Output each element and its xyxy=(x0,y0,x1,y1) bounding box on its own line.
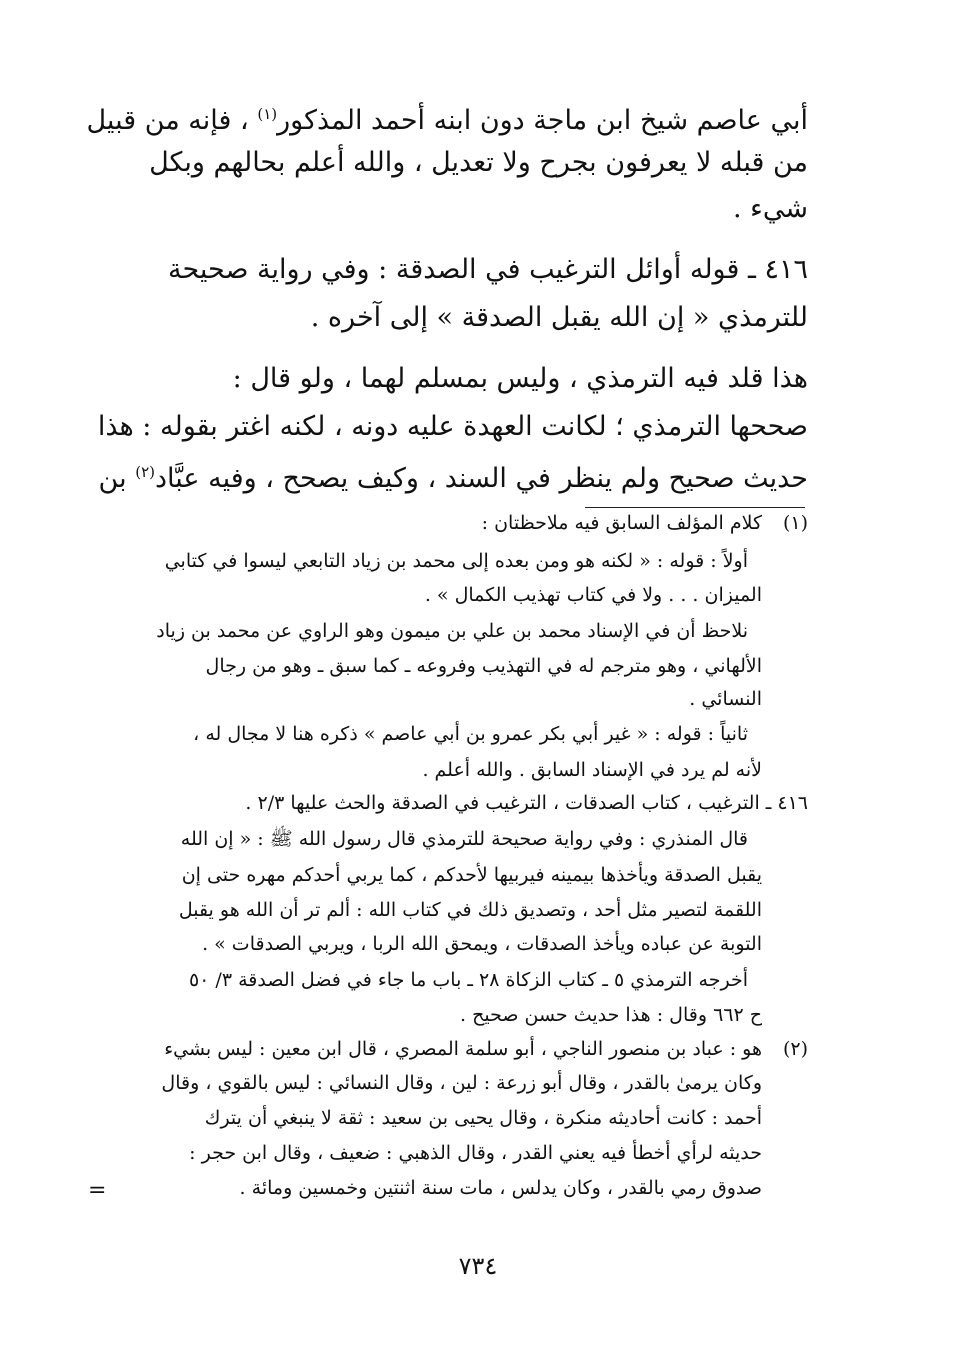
footnote-416-line-2 xyxy=(108,823,762,855)
footnote-1-line-2 xyxy=(108,545,762,577)
footnote-text: التوبة عن عباده ويأخذ الصدقات ، ويمحق الله الربا ، ويربي الصدقات » . xyxy=(202,933,762,955)
footnote-1-line-3 xyxy=(108,579,762,611)
footnote-416-line-4 xyxy=(108,894,762,926)
footnote-text: النسائي . xyxy=(689,688,762,710)
footnote-1-line-6 xyxy=(108,683,762,715)
section-heading-text: ٤١٦ ـ قوله أوائل الترغيب في الصدقة : وفي رواية صحيحة xyxy=(168,254,808,285)
body-text: هذا قلد فيه الترمذي ، وليس بمسلم لهما ، ولو قال : xyxy=(232,363,808,394)
body-text: للترمذي « إن الله يقبل الصدقة » إلى آخره . xyxy=(310,302,808,333)
body-text: من قبله لا يعرفون بجرح ولا تعديل ، والله أعلم بحالهم وبكل xyxy=(149,147,808,178)
footnote-text: وكان يرمىٰ بالقدر ، وقال أبو زرعة : لين ، وقال النسائي : ليس بالقوي ، وقال xyxy=(161,1072,762,1094)
footnote-text: أولاً : قوله : « لكنه هو ومن بعده إلى محمد بن زياد التابعي ليسوا في كتابي xyxy=(164,550,748,572)
body-line-6 xyxy=(108,357,808,401)
footnote-text: أخرجه الترمذي ٥ ـ كتاب الزكاة ٢٨ ـ باب ما جاء في فضل الصدقة ٣/ ٥٠ xyxy=(188,969,748,991)
footnote-text: ح ٦٦٢ وقال : هذا حديث حسن صحيح . xyxy=(460,1004,762,1026)
footnote-2-line-4 xyxy=(108,1137,762,1169)
body-text: ، فإنه من قبيل xyxy=(86,105,249,136)
footnote-text: اللقمة لتصير مثل أحد ، وتصديق ذلك في كتاب الله : ألم تر أن الله هو يقبل xyxy=(178,899,762,921)
footnote-1-line-8 xyxy=(108,754,762,786)
body-line-8 xyxy=(98,450,808,501)
footnote-text: ٤١٦ ـ الترغيب ، كتاب الصدقات ، الترغيب في الصدقة والحث عليها ٢/٣ . xyxy=(245,792,808,814)
footnote-text: نلاحظ أن في الإسناد محمد بن علي بن ميمون وهو الراوي عن محمد بن زياد xyxy=(156,620,748,642)
footnote-text: هو : عباد بن منصور الناجي ، أبو سلمة المصري ، قال ابن معين : ليس بشيء xyxy=(164,1038,762,1060)
footnote-2-line-2 xyxy=(108,1067,762,1099)
body-line-2 xyxy=(108,141,808,185)
footnote-1-marker: (١) xyxy=(782,512,808,534)
body-text: أبي عاصم شيخ ابن ماجة دون ابنه أحمد المذكور xyxy=(277,105,808,136)
footnote-1-line-1 xyxy=(108,507,808,539)
footnote-text: أحمد : كانت أحاديثه منكرة ، وقال يحيى بن سعيد : ثقة لا ينبغي أن يترك xyxy=(204,1107,762,1129)
footnote-ref-1[interactable]: (١) xyxy=(257,105,278,123)
footnote-416-line-7 xyxy=(108,999,762,1031)
body-text: شيء . xyxy=(733,193,808,224)
footnote-416-line-6 xyxy=(108,964,762,996)
footnote-2-marker: (٢) xyxy=(782,1038,808,1060)
body-line-1 xyxy=(86,92,808,143)
footnote-text: حديثه لرأي أخطأ فيه يعني القدر ، وقال الذهبي : ضعيف ، وقال ابن حجر : xyxy=(189,1142,762,1164)
section-heading-416 xyxy=(108,248,808,292)
footnote-2-line-3 xyxy=(108,1102,762,1134)
footnote-text: يقبل الصدقة ويأخذها بيمينه فيربيها لأحدكم ، كما يربي أحدكم مهره حتى إن xyxy=(181,864,762,886)
footnote-text: ثانياً : قوله : « غير أبي بكر عمرو بن أبي عاصم » ذكره هنا لا مجال له ، xyxy=(193,723,748,745)
body-line-7 xyxy=(97,405,808,449)
footnote-416-line-5 xyxy=(108,928,762,960)
footnote-text: الألهاني ، وهو مترجم له في التهذيب وفروعه ـ كما سبق ـ وهو من رجال xyxy=(205,655,762,677)
footnote-2-line-1 xyxy=(108,1033,808,1065)
footnote-ref-2[interactable]: (٢) xyxy=(135,463,155,481)
continuation-mark: = xyxy=(88,1178,107,1203)
body-text: صححها الترمذي ؛ لكانت العهدة عليه دونه ، لكنه اغتر بقوله : هذا xyxy=(97,411,808,442)
footnote-text: صدوق رمي بالقدر ، وكان يدلس ، مات سنة اثنتين وخمسين ومائة . xyxy=(239,1177,762,1199)
footnote-2-line-5 xyxy=(108,1172,762,1204)
footnote-text: الميزان . . . ولا في كتاب تهذيب الكمال » . xyxy=(424,584,762,606)
footnote-416-line-1 xyxy=(108,787,808,819)
footnote-text: لأنه لم يرد في الإسناد السابق . والله أعلم . xyxy=(422,759,762,781)
footnote-1-line-4 xyxy=(108,615,762,647)
footnote-text: قال المنذري : وفي رواية صحيحة للترمذي قال رسول الله ﷺ : « إن الله xyxy=(180,828,748,850)
body-text: بن xyxy=(98,463,127,494)
page-number: ٧٣٤ xyxy=(458,1252,498,1280)
footnote-416-line-3 xyxy=(108,859,762,891)
body-text: حديث صحيح ولم ينظر في السند ، وكيف يصحح ، وفيه عبَّاد xyxy=(155,463,808,494)
body-line-3 xyxy=(108,187,808,231)
footnote-1-line-5 xyxy=(108,650,762,682)
body-line-5 xyxy=(108,296,808,340)
footnote-1-line-7 xyxy=(108,718,762,750)
footnote-text: كلام المؤلف السابق فيه ملاحظتان : xyxy=(481,512,762,534)
